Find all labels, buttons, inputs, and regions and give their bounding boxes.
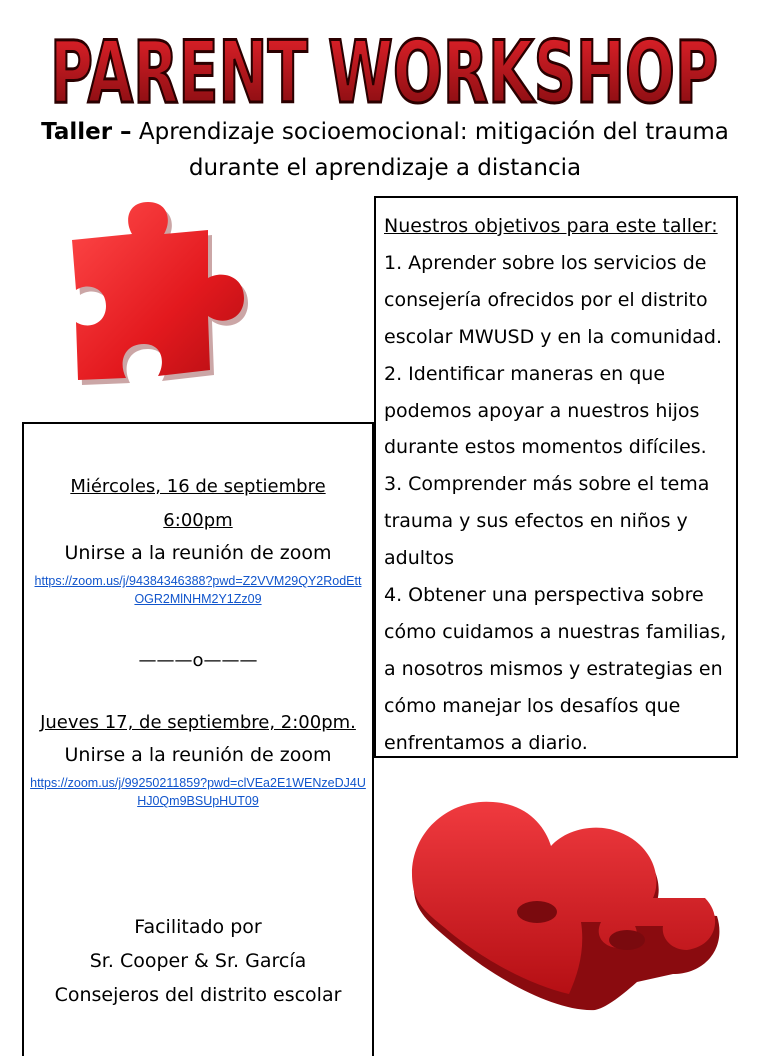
session-2-date: Jueves 17, de septiembre, 2:00pm.: [40, 712, 356, 733]
subtitle-lead: Taller –: [41, 119, 132, 145]
facilitated-by: Facilitado por: [134, 916, 262, 938]
schedule-box: [22, 422, 374, 1056]
workshop-title: [0, 18, 768, 118]
objectives-box: [374, 196, 738, 758]
subtitle-line-1: Aprendizaje socioemocional: mitigación del trauma: [138, 119, 729, 145]
objective-item: 4. Obtener una perspectiva sobre cómo cuidamos a nuestras familias, a nosotros mismos y estrategias en cómo manejar los desafíos que enfrentamos a diario.: [384, 584, 727, 754]
objective-item: 3. Comprender más sobre el tema trauma y sus efectos en niños y adultos: [384, 473, 710, 570]
objective-item: 1. Aprender sobre los servicios de consejería ofrecidos por el distrito escolar MWUSD y en la comunidad.: [384, 251, 723, 348]
session-1-join-label: Unirse a la reunión de zoom: [64, 542, 332, 564]
title-text: PARENT WORKSHOP: [50, 23, 718, 118]
heart-puzzle-icon: [405, 798, 735, 1014]
puzzle-piece-icon: [58, 194, 258, 394]
session-1-date: Miércoles, 16 de septiembre: [70, 476, 326, 497]
objective-item: 2. Identificar maneras en que podemos apoyar a nuestros hijos durante estos momentos difíciles.: [384, 362, 707, 459]
facilitator-names: Sr. Cooper & Sr. García: [89, 950, 307, 972]
session-1-zoom-link[interactable]: https://zoom.us/j/94384346388?pwd=Z2VVM29QY2RodEttOGR2MlNHM2Y1Zz09: [34, 574, 362, 606]
facilitator-role: Consejeros del distrito escolar: [54, 984, 342, 1006]
session-1-time: 6:00pm: [163, 510, 233, 531]
session-2-zoom-link[interactable]: https://zoom.us/j/99250211859?pwd=clVEa2E1WENzeDJ4UHJ0Qm9BSUpHUT09: [30, 776, 366, 808]
separator: ———o———: [138, 650, 258, 671]
objectives-heading: Nuestros objetivos para este taller:: [384, 215, 718, 237]
session-2-join-label: Unirse a la reunión de zoom: [64, 744, 332, 766]
subtitle-line-2: durante el aprendizaje a distancia: [188, 155, 582, 181]
workshop-subtitle: [40, 114, 730, 186]
